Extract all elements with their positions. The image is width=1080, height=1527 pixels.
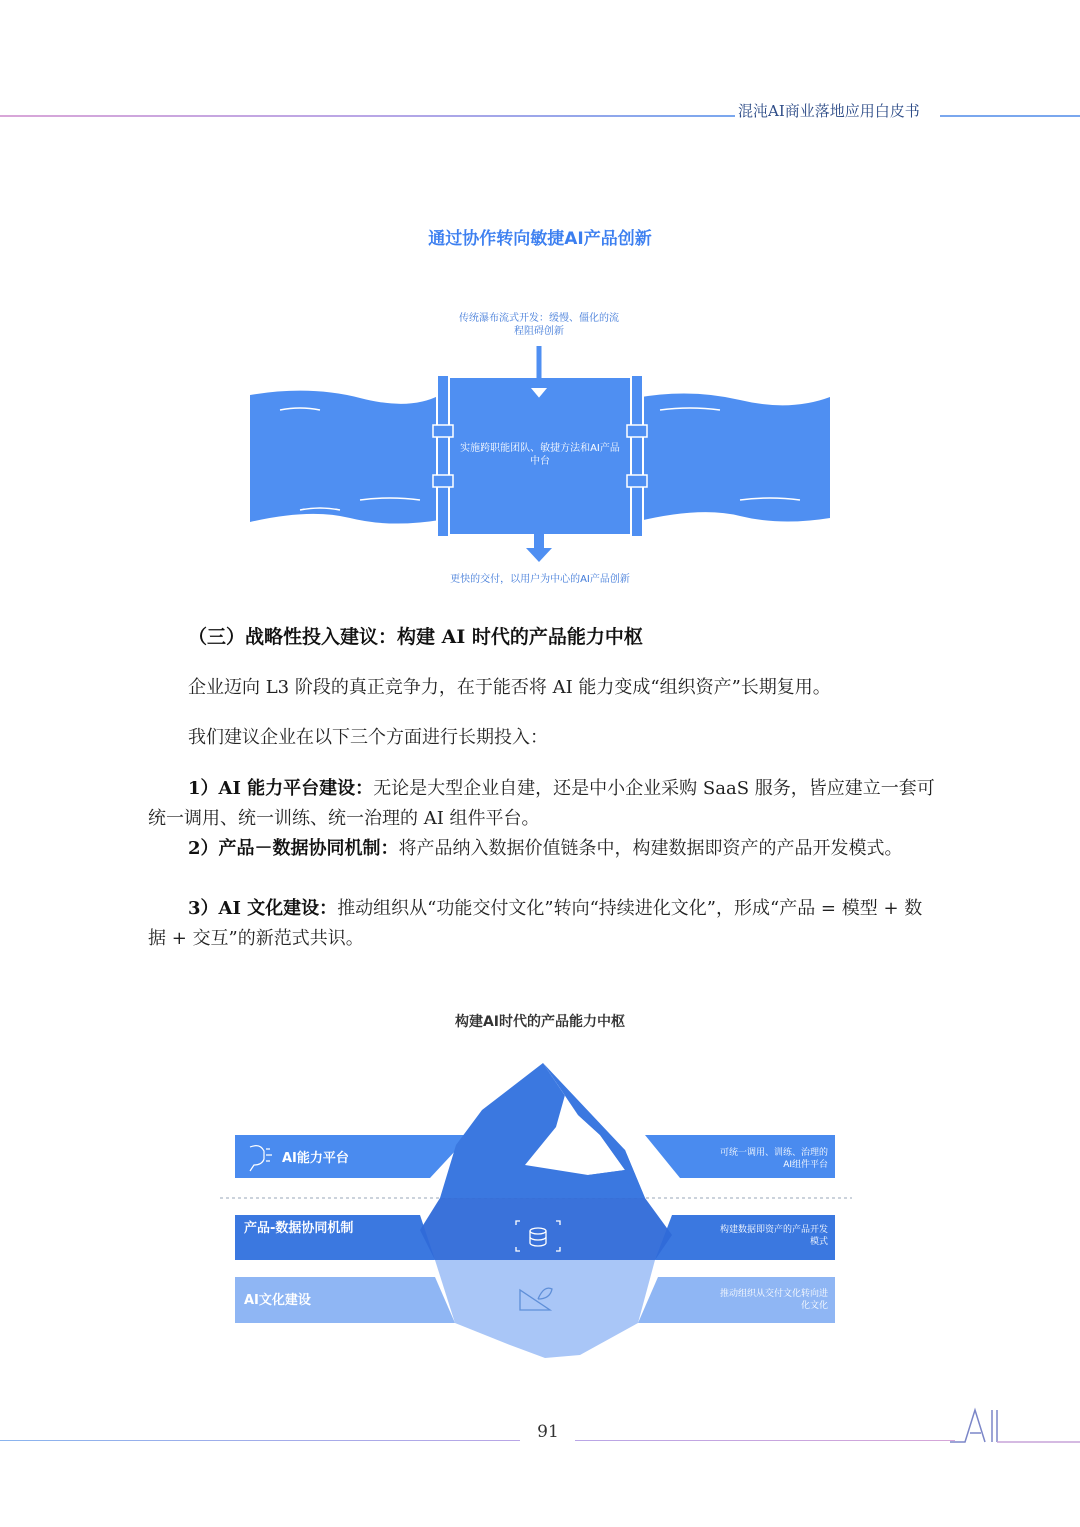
row-1-label: AI能力平台 <box>282 1151 349 1166</box>
list-item-2-text: 将产品纳入数据价值链条中，构建数据即资产的产品开发模式。 <box>398 838 903 859</box>
iceberg-diagram <box>220 1055 860 1365</box>
left-river <box>250 391 440 524</box>
row-3-desc: 推动组织从交付文化转向进化文化 <box>720 1289 829 1311</box>
list-item-2-label: 2）产品－数据协同机制： <box>188 838 399 859</box>
ai-logo-icon <box>945 1405 1080 1445</box>
row-3-label: AI文化建设 <box>244 1293 311 1308</box>
right-river <box>635 393 830 522</box>
list-item-1 <box>148 774 938 834</box>
header-divider <box>0 115 735 117</box>
page-number: 91 <box>537 1422 559 1442</box>
footer-divider-left <box>0 1440 520 1441</box>
footer-divider-right <box>575 1440 955 1441</box>
list-item-1-text: 无论是大型企业自建，还是中小企业采购 SaaS 服务，皆应建立一套可统一调用、统一训练、统一治理的 AI 组件平台。 <box>148 778 935 829</box>
paragraph-1: 企业迈向 L3 阶段的真正竞争力，在于能否将 AI 能力变成“组织资产”长期复用。 <box>188 677 831 698</box>
figure1-title: 通过协作转向敏捷AI产品创新 <box>428 229 652 249</box>
iceberg-middle <box>420 1198 672 1260</box>
header-title: 混沌AI商业落地应用白皮书 <box>738 102 920 120</box>
list-item-3 <box>148 894 938 954</box>
figure1-middle-label: 实施跨职能团队、敏捷方法和AI产品中台 <box>460 443 620 467</box>
down-arrow-top <box>529 346 549 400</box>
section-heading: （三）战略性投入建议：构建 AI 时代的产品能力中枢 <box>188 626 643 648</box>
paragraph-2: 我们建议企业在以下三个方面进行长期投入： <box>188 727 548 748</box>
bar-left-1 <box>235 1135 470 1178</box>
list-item-3-label: 3）AI 文化建设： <box>188 898 338 919</box>
figure2-title: 构建AI时代的产品能力中枢 <box>454 1014 626 1030</box>
list-item-2 <box>148 834 938 864</box>
figure1-bottom-label: 更快的交付，以用户为中心的AI产品创新 <box>450 574 630 585</box>
header-divider-right <box>940 115 1080 117</box>
iceberg-bottom <box>435 1260 655 1358</box>
figure1-top-label: 传统瀑布流式开发：缓慢、僵化的流程阻碍创新 <box>459 313 619 337</box>
list-item-1-label: 1）AI 能力平台建设： <box>188 778 374 799</box>
list-item-3-text: 推动组织从“功能交付文化”转向“持续进化文化”，形成“产品 = 模型 + 数据 + 交互”的新范式共识。 <box>148 898 923 949</box>
row-2-desc: 构建数据即资产的产品开发模式 <box>720 1225 829 1247</box>
row-2-label: 产品-数据协同机制 <box>244 1221 354 1236</box>
row-1-desc: 可统一调用、训练、治理的AI组件平台 <box>720 1148 829 1170</box>
